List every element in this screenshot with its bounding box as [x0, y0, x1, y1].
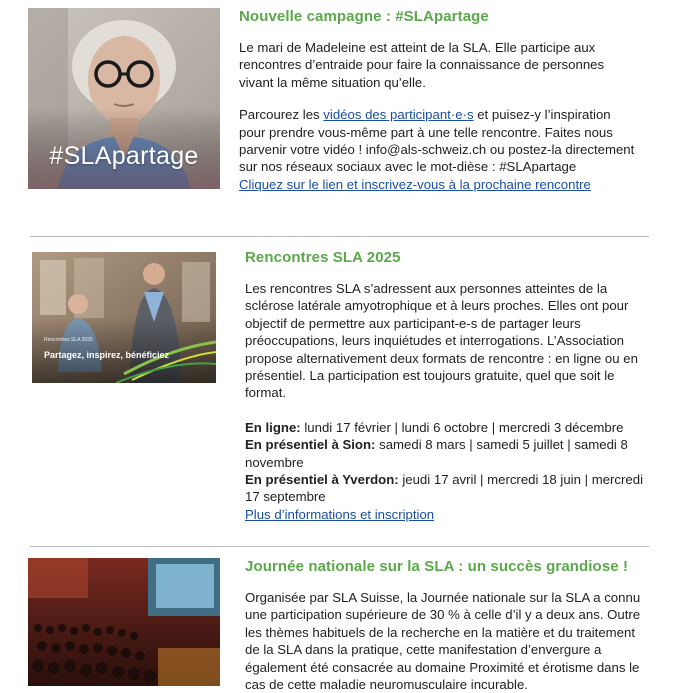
campaign-hashtag-overlay: #SLApartage — [49, 142, 199, 170]
campaign-image[interactable] — [28, 8, 220, 189]
campaign-title: Nouvelle campagne : #SLApartage — [239, 8, 489, 25]
campaign-body-after-link: et puisez-y l’inspiration pour prendre vous-même part à une telle rencontre. Faites nous parvenir votre vidéo ! info@als-schweiz.ch ou postez-la directement sur nos réseaux sociaux avec le mot-dièse : #SLApartage — [239, 107, 635, 175]
yverdon-dates: jeudi 17 avril | mercredi 18 juin | mercredi 17 septembre — [245, 472, 643, 505]
meetings-dates — [245, 419, 643, 523]
meetings-image[interactable] — [32, 252, 216, 383]
campaign-body-before-link: Parcourez les — [239, 107, 324, 123]
sion-dates: samedi 8 mars | samedi 5 juillet | samedi 8 novembre — [245, 437, 628, 470]
divider — [30, 546, 649, 547]
online-dates: lundi 17 février | lundi 6 octobre | mercredi 3 décembre — [300, 419, 624, 435]
meetings-image-caption — [44, 337, 169, 363]
article-campaign — [239, 8, 639, 193]
meetings-image-caption-main: Partagez, inspirez, bénéficiez — [44, 350, 170, 360]
national-day-body: Organisée par SLA Suisse, la Journée nationale sur la SLA a connu une participation supérieure de 30 % à celle d’il y a deux ans. Outre les thèmes habituels de la recherche en la matière et du traitement de la SLA dans la pratique, cette manifestation d’envergure a également été consacrée au domaine Proximité et érotisme dans le cas de cette maladie neuromusculaire incurable. — [245, 590, 641, 693]
meetings-image-caption-small: Rencontres SLA 2025 — [44, 337, 93, 343]
meetings-intro: Les rencontres SLA s’adressent aux personnes atteintes de la sclérose latérale amyotrophique et à leurs proches. Elles ont pour objectif de permettre aux participant-e-s de partager leurs préoccupations, leurs inquiétudes et interrogations. L’Association propose alternativement deux formats de rencontre : en ligne ou en présentiel. La participation est toujours gratuite, quel que soit le format. — [245, 281, 638, 401]
article-national-day — [245, 558, 645, 693]
national-day-photo — [28, 558, 220, 686]
more-info-registration-link[interactable]: Plus d’informations et inscription — [245, 506, 435, 522]
yverdon-label: En présentiel à Yverdon: — [245, 472, 399, 488]
sion-label: En présentiel à Sion: — [245, 437, 376, 453]
campaign-body — [239, 106, 639, 193]
meetings-title: Rencontres SLA 2025 — [245, 249, 401, 266]
register-next-meeting-link[interactable]: Cliquez sur le lien et inscrivez-vous à la prochaine rencontre — [239, 176, 591, 192]
online-label: En ligne: — [245, 419, 301, 435]
national-day-title: Journée nationale sur la SLA : un succès grandiose ! — [245, 558, 629, 575]
divider — [30, 236, 649, 237]
national-day-image[interactable] — [28, 558, 220, 686]
campaign-intro: Le mari de Madeleine est atteint de la SLA. Elle participe aux rencontres d’entraide pour faire la connaissance de personnes vivant la même situation qu’elle. — [239, 40, 605, 90]
participant-videos-link[interactable]: vidéos des participant·e·s — [323, 107, 474, 123]
article-meetings — [245, 249, 643, 523]
meetings-photo — [32, 252, 216, 383]
